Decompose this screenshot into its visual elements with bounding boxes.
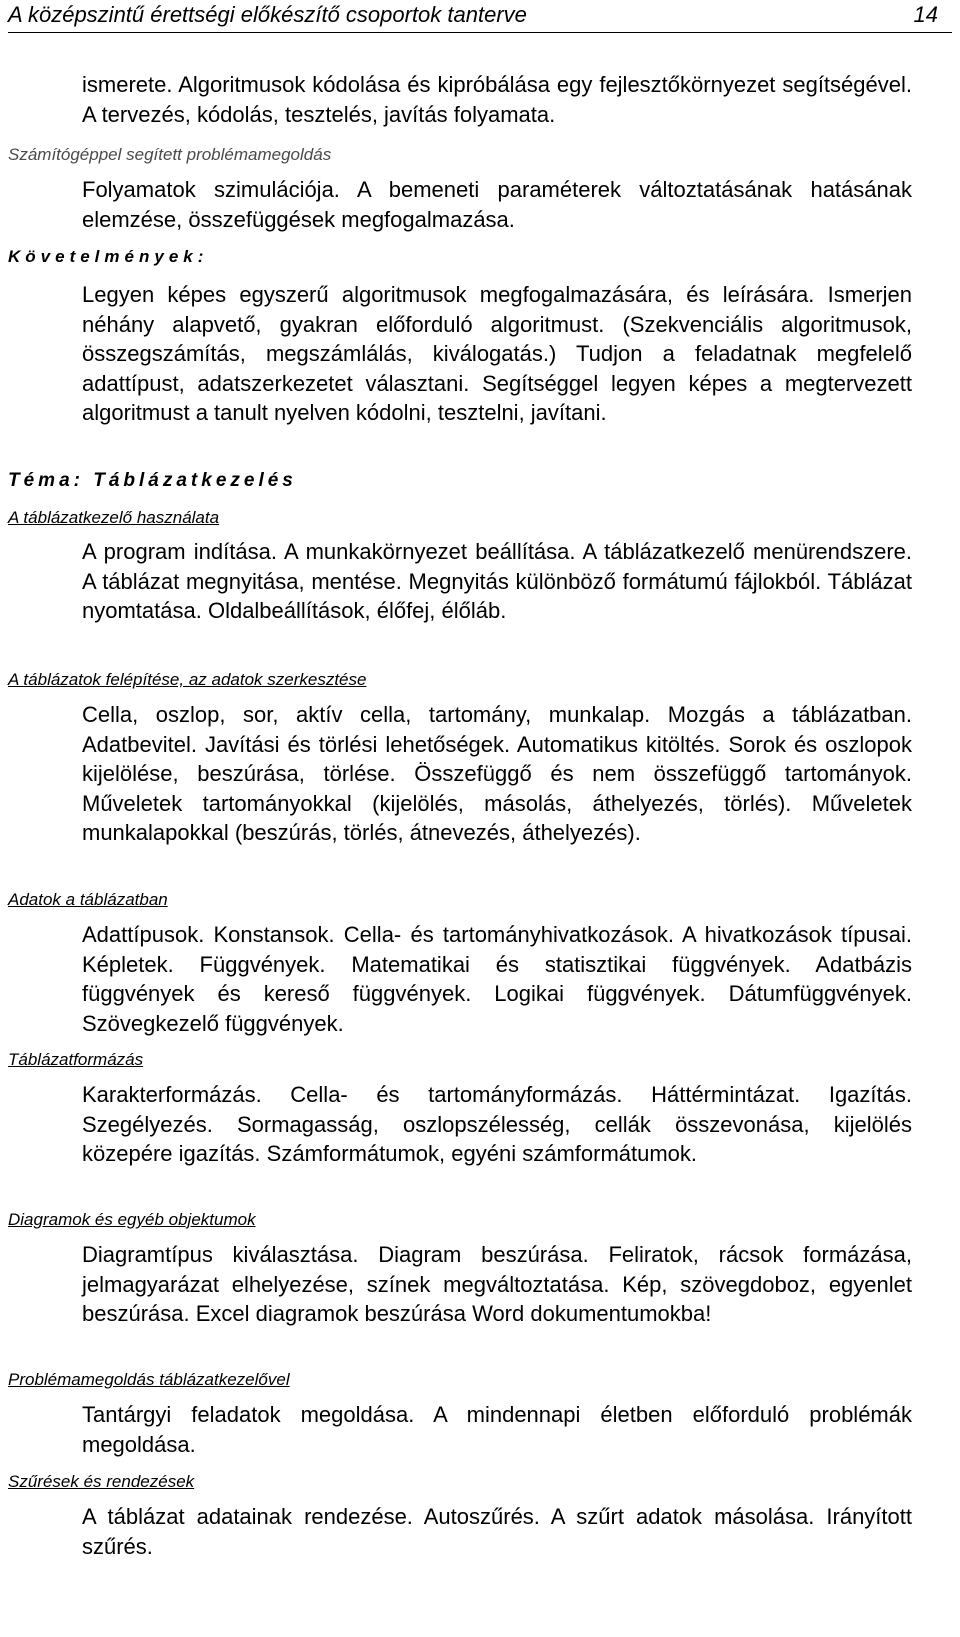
section-paragraph: A táblázat adatainak rendezése. Autoszűrés. A szűrt adatok másolása. Irányított szűrés.	[82, 1504, 912, 1559]
section-paragraph: Adattípusok. Konstansok. Cella- és tartományhivatkozások. A hivatkozások típusai. Képletek. Függvények. Matematikai és statisztikai függvények. Adatbázis függvények és kereső függvények. Logikai függvények. Dátumfüggvények. Szövegkezelő függvények.	[82, 922, 912, 1036]
topic-heading: Téma: Táblázatkezelés	[8, 470, 297, 491]
simulation-paragraph: Folyamatok szimulációja. A bemeneti paraméterek változtatásának hatásának elemzése, összefüggések megfogalmazása.	[82, 177, 912, 232]
section-paragraph: Karakterformázás. Cella- és tartományformázás. Háttérmintázat. Igazítás. Szegélyezés. Sormagasság, oszlopszélesség, cellák összevonása, kijelölés közepére igazítás. Számformátumok, egyéni számformátumok.	[82, 1082, 912, 1166]
section-heading: Problémamegoldás táblázatkezelővel	[8, 1370, 290, 1389]
section-paragraph: Diagramtípus kiválasztása. Diagram beszúrása. Feliratok, rácsok formázása, jelmagyarázat elhelyezése, színek megváltoztatása. Kép, szövegdoboz, egyenlet beszúrása. Excel diagramok beszúrása Word dokumentumokba!	[82, 1242, 912, 1326]
section-heading: Diagramok és egyéb objektumok	[8, 1210, 256, 1229]
page-number: 14	[913, 2, 938, 27]
section-paragraph: A program indítása. A munkakörnyezet beállítása. A táblázatkezelő menürendszere. A táblázat megnyitása, mentése. Megnyitás különböző formátumú fájlokból. Táblázat nyomtatása. Oldalbeállítások, élőfej, élőláb.	[82, 539, 912, 623]
requirements-paragraph: Legyen képes egyszerű algoritmusok megfogalmazására, és leírására. Ismerjen néhány alapvető, gyakran előforduló algoritmust. (Szekvenciális algoritmusok, összegszámítás, megszámlálás, kiválogatás.) Tudjon a feladatnak megfelelő adattípust, adatszerkezetet választani. Segítséggel legyen képes a megtervezett algoritmust a tanult nyelven kódolni, tesztelni, javítani.	[82, 282, 912, 425]
section-heading: Táblázatformázás	[8, 1050, 144, 1069]
section-heading: A táblázatok felépítése, az adatok szerkesztése	[8, 670, 367, 689]
running-header	[8, 0, 952, 33]
section-heading: Szűrések és rendezések	[8, 1472, 195, 1491]
section-heading: Adatok a táblázatban	[8, 890, 168, 909]
requirements-heading: Követelmények:	[8, 247, 209, 266]
header-title: A középszintű érettségi előkészítő csoportok tanterve	[8, 2, 527, 27]
section-heading: A táblázatkezelő használata	[8, 508, 220, 527]
section-paragraph: Tantárgyi feladatok megoldása. A mindennapi életben előforduló problémák megoldása.	[82, 1402, 912, 1457]
section-paragraph: Cella, oszlop, sor, aktív cella, tartomány, munkalap. Mozgás a táblázatban. Adatbevitel. Javítási és törlési lehetőségek. Automatikus kitöltés. Sorok és oszlopok kijelölése, beszúrása, törlése. Összefüggő és nem összefüggő tartományok. Műveletek tartományokkal (kijelölés, másolás, áthelyezés, törlés). Műveletek munkalapokkal (beszúrás, törlés, átnevezés, áthelyezés).	[82, 702, 912, 845]
simulation-heading: Számítógéppel segített problémamegoldás	[8, 145, 332, 164]
continuation-paragraph: ismerete. Algoritmusok kódolása és kipróbálása egy fejlesztőkörnyezet segítségével. A tervezés, kódolás, tesztelés, javítás folyamata.	[82, 72, 912, 127]
